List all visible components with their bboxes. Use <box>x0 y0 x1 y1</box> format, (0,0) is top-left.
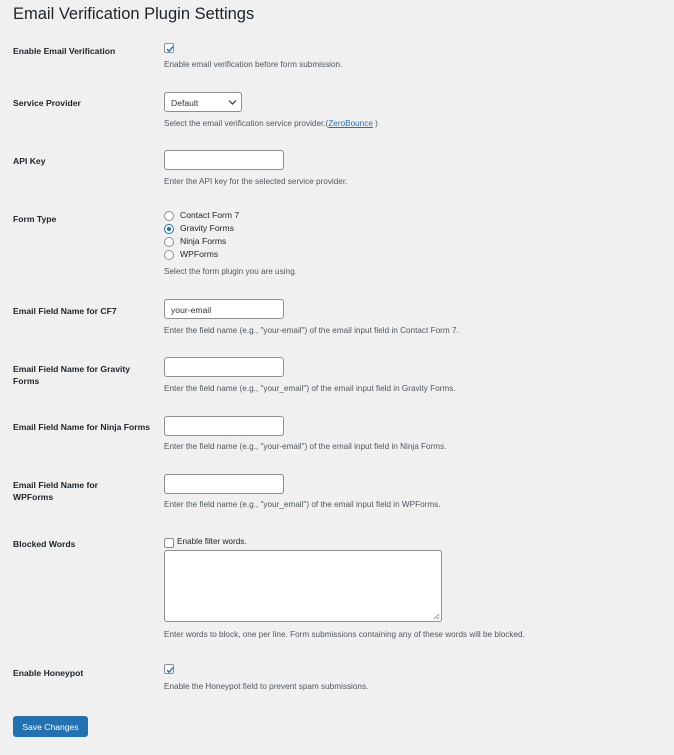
wpforms-field-description: Enter the field name (e.g., "your_email") of the email input field in WPForms. <box>164 500 441 509</box>
radio-button-selected[interactable] <box>164 224 174 234</box>
checkmark-icon <box>165 665 175 675</box>
zerobounce-link[interactable]: ZeroBounce <box>328 119 373 128</box>
ninja-field-input[interactable] <box>164 416 284 436</box>
blocked-words-label: Blocked Words <box>13 539 76 549</box>
ninja-field-label: Email Field Name for Ninja Forms <box>13 422 151 432</box>
service-provider-select[interactable] <box>164 92 242 112</box>
form-type-description: Select the form plugin you are using. <box>164 267 297 276</box>
form-type-label: Form Type <box>13 214 57 224</box>
service-provider-description-text: Select the email verification service provider. <box>164 119 326 128</box>
page-title: Email Verification Plugin Settings <box>13 5 255 23</box>
enable-honeypot-checkbox[interactable] <box>164 664 174 674</box>
radio-dot <box>167 227 171 231</box>
close-paren: ) <box>372 119 378 128</box>
honeypot-label: Enable Honeypot <box>13 668 84 678</box>
service-provider-label: Service Provider <box>13 98 81 108</box>
service-provider-selected: Default <box>171 98 199 108</box>
wpforms-field-label: Email Field Name for WPForms <box>13 480 99 502</box>
radio-label: WPForms <box>180 249 219 259</box>
checkmark-icon <box>165 44 175 54</box>
radio-button[interactable] <box>164 250 174 260</box>
radio-button[interactable] <box>164 211 174 221</box>
enable-verification-checkbox[interactable] <box>164 43 174 53</box>
radio-label: Contact Form 7 <box>180 210 240 220</box>
gravity-field-label: Email Field Name for Gravity Forms <box>13 364 131 386</box>
service-provider-description <box>164 118 378 129</box>
enable-verification-description: Enable email verification before form submission. <box>164 60 343 69</box>
api-key-label: API Key <box>13 156 46 166</box>
blocked-words-textarea[interactable] <box>164 550 442 622</box>
api-key-input[interactable] <box>164 150 284 170</box>
cf7-field-description: Enter the field name (e.g., "your-email") of the email input field in Contact Form 7. <box>164 326 459 335</box>
enable-filter-words-checkbox[interactable] <box>164 538 174 548</box>
enable-filter-words-label: Enable filter words. <box>177 537 247 546</box>
open-paren: ( <box>325 119 329 128</box>
wpforms-field-input[interactable] <box>164 474 284 494</box>
radio-label: Ninja Forms <box>180 236 227 246</box>
resize-grip-icon[interactable] <box>433 613 440 620</box>
save-changes-button[interactable]: Save Changes <box>13 716 88 737</box>
enable-verification-label: Enable Email Verification <box>13 46 116 56</box>
api-key-description: Enter the API key for the selected service provider. <box>164 177 348 186</box>
gravity-field-input[interactable] <box>164 357 284 377</box>
gravity-field-description: Enter the field name (e.g., "your_email") of the email input field in Gravity Forms. <box>164 384 456 393</box>
cf7-field-input[interactable] <box>164 299 284 319</box>
honeypot-description: Enable the Honeypot field to prevent spam submissions. <box>164 682 369 691</box>
radio-label: Gravity Forms <box>180 223 234 233</box>
chevron-down-icon <box>228 99 237 106</box>
blocked-words-description: Enter words to block, one per line. Form submissions containing any of these words will be blocked. <box>164 630 525 639</box>
cf7-field-label: Email Field Name for CF7 <box>13 306 117 316</box>
ninja-field-description: Enter the field name (e.g., "your-email") of the email input field in Ninja Forms. <box>164 442 447 451</box>
cf7-field-value: your-email <box>171 305 212 315</box>
radio-button[interactable] <box>164 237 174 247</box>
